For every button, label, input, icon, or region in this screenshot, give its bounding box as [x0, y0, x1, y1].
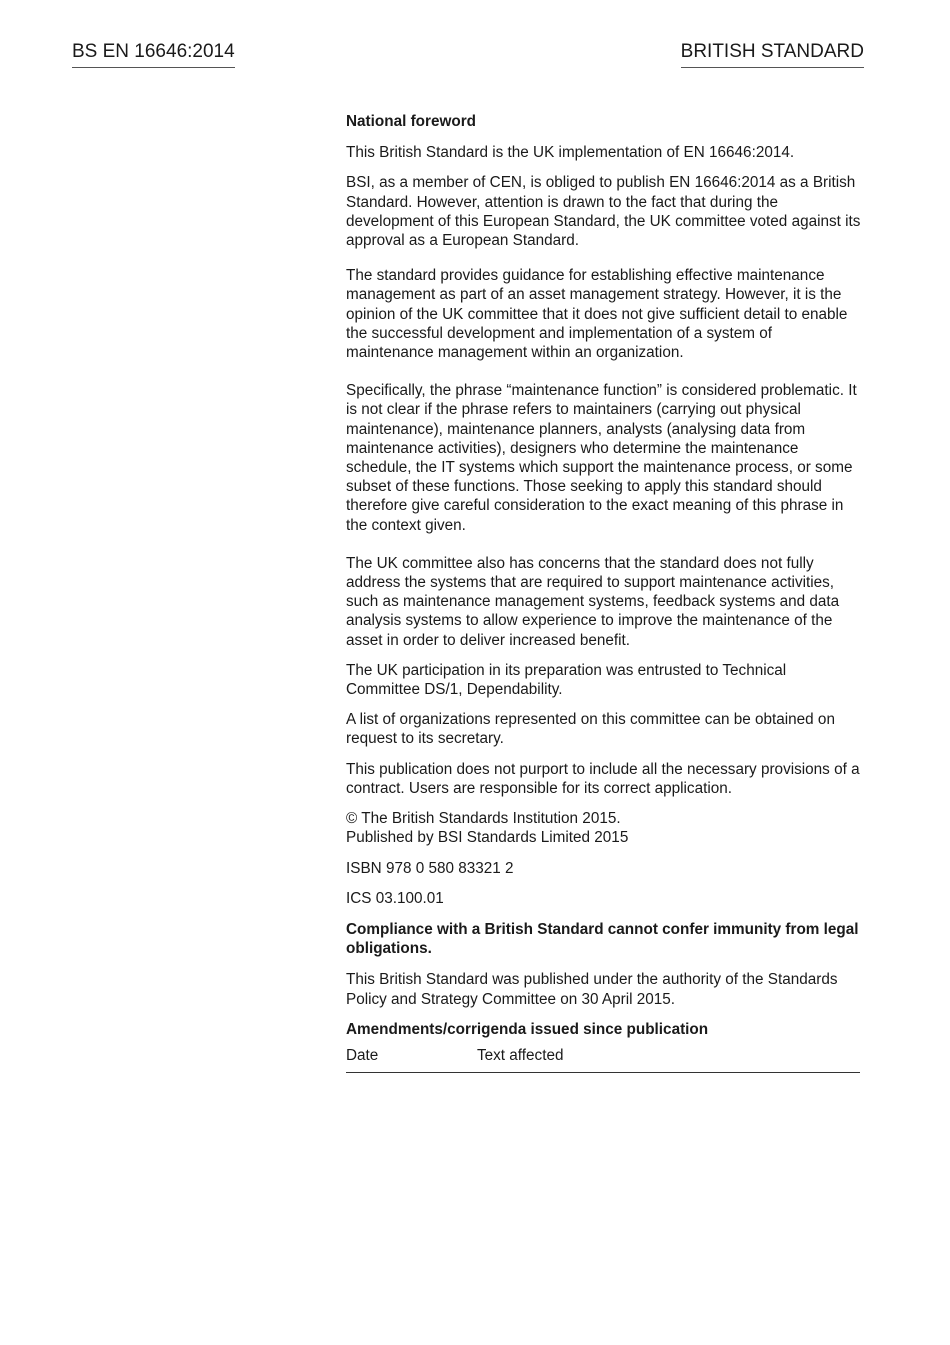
foreword-paragraph-6: The UK participation in its preparation was entrusted to Technical Committee DS/1, Dependability.	[346, 661, 787, 699]
foreword-paragraph-7: A list of organizations represented on this committee can be obtained on request to its secretary.	[346, 711, 835, 748]
foreword-paragraph-1: This British Standard is the UK implementation of EN 16646:2014.	[346, 144, 795, 162]
amendments-title: Amendments/corrigenda issued since publication	[346, 1020, 709, 1038]
amendments-column-date: Date	[346, 1046, 379, 1064]
document-type: BRITISH STANDARD	[681, 40, 864, 68]
document-id: BS EN 16646:2014	[72, 40, 235, 68]
foreword-paragraph-8: This publication does not purport to include all the necessary provisions of a contract. Users are responsible for its correct application.	[346, 760, 860, 797]
foreword-paragraph-5: The UK committee also has concerns that the standard does not fully address the systems that are required to support maintenance activities, such as maintenance management systems, feedback systems and data analysis systems to allow experience to improve the maintenance of the asset in order to deliver increased benefit.	[346, 554, 840, 649]
foreword-paragraph-2: BSI, as a member of CEN, is obliged to publish EN 16646:2014 as a British Standard. However, attention is drawn to the fact that during the development of this European Standard, the UK committee voted against its approval as a European Standard.	[346, 174, 861, 250]
foreword-paragraph-3: The standard provides guidance for establishing effective maintenance management as part of an asset management strategy. However, it is the opinion of the UK committee that it does not give sufficient detail to enable the successful development and implementation of a system of maintenance management within an organization.	[346, 267, 848, 362]
publisher-line: Published by BSI Standards Limited 2015	[346, 829, 629, 847]
copyright-line: © The British Standards Institution 2015.	[346, 810, 621, 828]
isbn: ISBN 978 0 580 83321 2	[346, 859, 514, 877]
ics-code: ICS 03.100.01	[346, 889, 444, 907]
authority-statement: This British Standard was published under the authority of the Standards Policy and Strategy Committee on 30 April 2015.	[346, 971, 838, 1008]
amendments-column-text-affected: Text affected	[477, 1046, 564, 1064]
national-foreword	[346, 112, 862, 1073]
amendments-table-header	[346, 1046, 860, 1073]
foreword-paragraph-4: Specifically, the phrase “maintenance function” is considered problematic. It is not clear if the phrase refers to maintainers (carrying out physical maintenance), maintenance planners, analysts (analysing data from maintenance activities), designers who determine the maintenance schedule, the IT systems which support the maintenance process, or some subset of these functions. Those seeking to apply this standard should therefore give careful consideration to the exact meaning of this phrase in the context given.	[346, 382, 857, 534]
compliance-notice: Compliance with a British Standard cannot confer immunity from legal obligations.	[346, 920, 859, 958]
foreword-title: National foreword	[346, 113, 477, 130]
